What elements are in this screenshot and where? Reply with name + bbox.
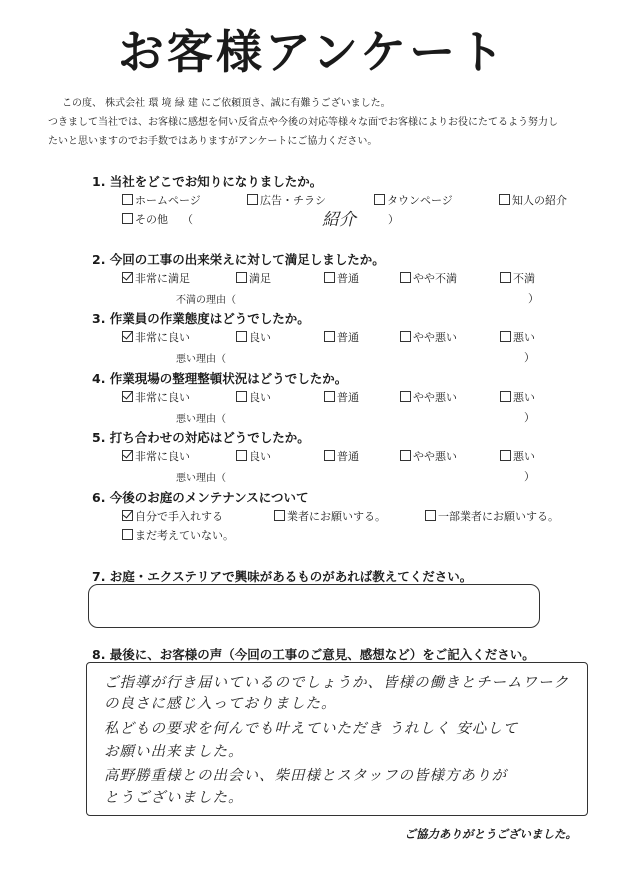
- checkbox-checked[interactable]: [122, 272, 133, 283]
- q5-option-normal[interactable]: 普通: [324, 448, 359, 464]
- footer-thanks: ご協力ありがとうございました。: [404, 827, 577, 841]
- checkbox[interactable]: [122, 194, 133, 205]
- q5-option-bad[interactable]: 悪い: [500, 448, 535, 464]
- checkbox-checked[interactable]: [122, 450, 133, 461]
- q8-handwritten-line-6: とうございました。: [104, 790, 244, 806]
- checkbox[interactable]: [499, 194, 510, 205]
- q5-reason-close: ）: [524, 470, 535, 483]
- q6-option-self[interactable]: 自分で手入れする: [122, 508, 223, 524]
- checkbox[interactable]: [500, 391, 511, 402]
- q8-handwritten-line-5: 高野勝重様との出会い、柴田様とスタッフの皆様方ありが: [104, 768, 507, 784]
- checkbox[interactable]: [400, 450, 411, 461]
- q4-option-somewhat-bad[interactable]: やや悪い: [400, 389, 457, 405]
- q6-option-undecided[interactable]: まだ考えていない。: [122, 527, 234, 543]
- q1-option-referral[interactable]: 知人の紹介: [499, 192, 567, 208]
- checkbox[interactable]: [236, 391, 247, 402]
- checkbox-checked[interactable]: [122, 510, 133, 521]
- q1-option-flyer[interactable]: 広告・チラシ: [247, 192, 326, 208]
- question-3: 3. 作業員の作業態度はどうでしたか。: [92, 311, 310, 326]
- q3-reason-label: 悪い理由（: [176, 354, 226, 365]
- checkbox[interactable]: [324, 331, 335, 342]
- checkbox[interactable]: [374, 194, 385, 205]
- checkbox[interactable]: [247, 194, 258, 205]
- q7-answer-box[interactable]: [88, 584, 540, 628]
- question-4: 4. 作業現場の整理整頓状況はどうでしたか。: [92, 371, 348, 386]
- q5-option-somewhat-bad[interactable]: やや悪い: [400, 448, 457, 464]
- page-title: お客様アンケート: [117, 25, 508, 79]
- checkbox[interactable]: [400, 272, 411, 283]
- q2-option-very-satisfied[interactable]: 非常に満足: [122, 270, 190, 286]
- q8-handwritten-line-3: 私どもの要求を何んでも叶えていただき うれしく 安心して: [104, 721, 519, 737]
- checkbox[interactable]: [500, 450, 511, 461]
- q8-handwritten-line-1: ご指導が行き届いているのでしょうか、皆様の働きとチームワーク: [104, 675, 569, 691]
- checkbox[interactable]: [425, 510, 436, 521]
- checkbox[interactable]: [236, 331, 247, 342]
- q4-option-normal[interactable]: 普通: [324, 389, 359, 405]
- q4-reason-label: 悪い理由（: [176, 414, 226, 425]
- q3-reason-close: ）: [524, 351, 535, 364]
- checkbox[interactable]: [500, 272, 511, 283]
- checkbox[interactable]: [324, 272, 335, 283]
- q2-reason-close: ）: [528, 292, 539, 305]
- q4-option-bad[interactable]: 悪い: [500, 389, 535, 405]
- checkbox[interactable]: [122, 213, 133, 224]
- q3-option-very-good[interactable]: 非常に良い: [122, 329, 190, 345]
- q5-option-good[interactable]: 良い: [236, 448, 271, 464]
- q2-option-normal[interactable]: 普通: [324, 270, 359, 286]
- q3-option-somewhat-bad[interactable]: やや悪い: [400, 329, 457, 345]
- checkbox[interactable]: [274, 510, 285, 521]
- question-8: 8. 最後に、お客様の声（今回の工事のご意見、感想など）をご記入ください。: [92, 647, 535, 662]
- q5-option-very-good[interactable]: 非常に良い: [122, 448, 190, 464]
- q2-reason-label: 不満の理由（: [176, 295, 236, 306]
- intro-line-3: たいと思いますのでお手数ではありますがアンケートにご協力ください。: [48, 136, 378, 147]
- q6-option-partial-contractor[interactable]: 一部業者にお願いする。: [425, 508, 559, 524]
- q4-option-good[interactable]: 良い: [236, 389, 271, 405]
- q8-handwritten-line-4: お願い出来ました。: [104, 744, 244, 760]
- q5-reason-label: 悪い理由（: [176, 473, 226, 484]
- checkbox[interactable]: [122, 529, 133, 540]
- checkbox[interactable]: [324, 391, 335, 402]
- checkbox[interactable]: [324, 450, 335, 461]
- q6-option-contractor[interactable]: 業者にお願いする。: [274, 508, 386, 524]
- q1-option-other[interactable]: その他: [122, 211, 168, 227]
- checkbox[interactable]: [400, 391, 411, 402]
- q1-other-open-paren: （: [182, 213, 193, 226]
- q1-option-townpage[interactable]: タウンページ: [374, 192, 453, 208]
- q1-option-homepage[interactable]: ホームページ: [122, 192, 201, 208]
- q4-reason-close: ）: [524, 411, 535, 424]
- intro-line-2: つきまして当社では、お客様に感想を伺い反省点や今後の対応等様々な面でお客様によりお役にたてるよう努力し: [48, 117, 558, 128]
- checkbox[interactable]: [236, 272, 247, 283]
- q3-option-normal[interactable]: 普通: [324, 329, 359, 345]
- q4-option-very-good[interactable]: 非常に良い: [122, 389, 190, 405]
- q2-option-somewhat-unsatisfied[interactable]: やや不満: [400, 270, 457, 286]
- question-6: 6. 今後のお庭のメンテナンスについて: [92, 490, 309, 505]
- checkbox[interactable]: [400, 331, 411, 342]
- q3-option-bad[interactable]: 悪い: [500, 329, 535, 345]
- q1-other-close-paren: ）: [388, 213, 399, 226]
- q2-option-unsatisfied[interactable]: 不満: [500, 270, 535, 286]
- q2-option-satisfied[interactable]: 満足: [236, 270, 271, 286]
- question-7: 7. お庭・エクステリアで興味があるものがあれば教えてください。: [92, 569, 473, 584]
- checkbox-checked[interactable]: [122, 391, 133, 402]
- q8-handwritten-line-2: の良さに感じ入っておりました。: [104, 696, 337, 712]
- q1-other-handwritten: 紹介: [322, 210, 356, 230]
- q3-option-good[interactable]: 良い: [236, 329, 271, 345]
- checkbox[interactable]: [236, 450, 247, 461]
- question-1: 1. 当社をどこでお知りになりましたか。: [92, 174, 323, 189]
- checkbox-checked[interactable]: [122, 331, 133, 342]
- checkbox[interactable]: [500, 331, 511, 342]
- intro-line-1: この度、 株式会社 環 境 緑 建 にご依頼頂き、誠に有難うございました。: [62, 98, 391, 109]
- question-2: 2. 今回の工事の出来栄えに対して満足しましたか。: [92, 252, 385, 267]
- question-5: 5. 打ち合わせの対応はどうでしたか。: [92, 430, 310, 445]
